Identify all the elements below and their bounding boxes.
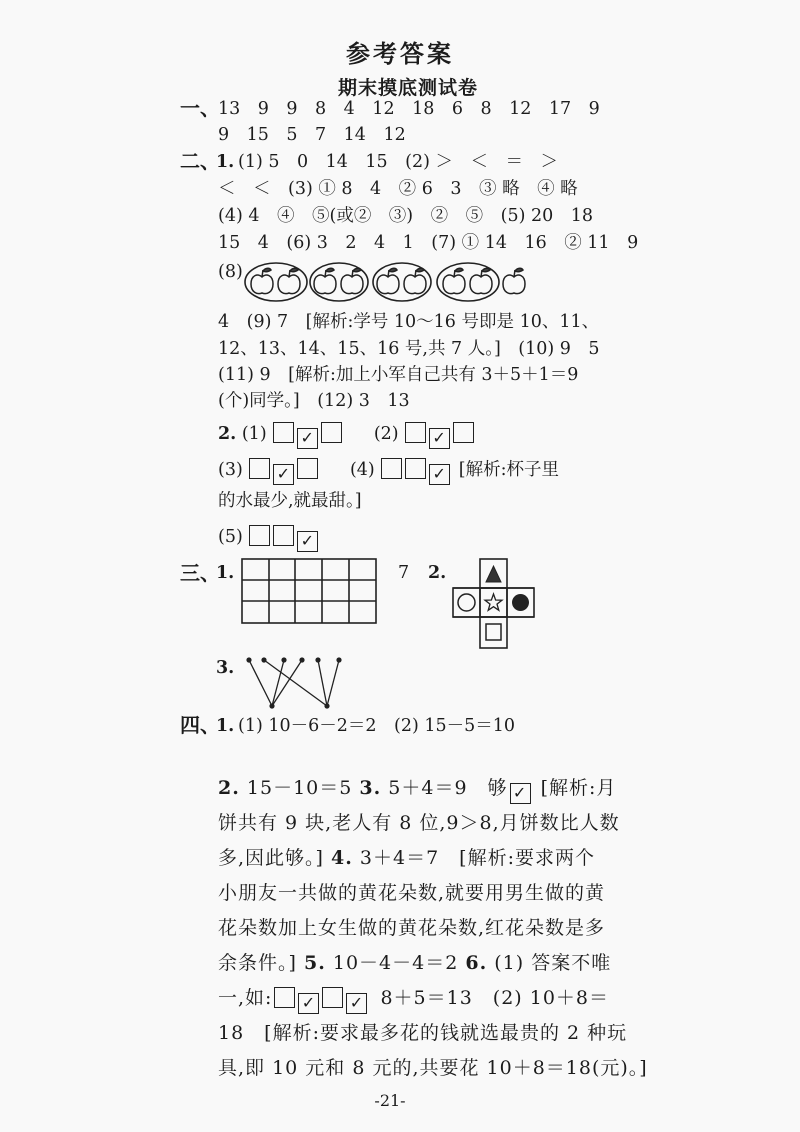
section-1-line-2: 9 15 5 7 14 12 [218,125,406,145]
s2-q2-part-4-label: (4) [349,460,375,480]
s2-q2-part-1-boxes [273,421,345,449]
apple-grouping-figure [244,258,534,304]
checked-box: ✓ [429,464,450,485]
s2-q1-line-9: (个)同学。] (12) 3 13 [218,391,410,411]
apple-icon [341,268,363,293]
s2-q2-part-4-note-2: 的水最少,就最甜。] [218,491,362,511]
page-number: -21- [374,1091,406,1110]
apple-icon [404,268,426,293]
circle-shape [458,594,475,611]
s2-q1-line-6: 4 (9) 7 [解析:学号 10～16 号即是 10、11、 [218,312,600,332]
s4-line-3: 饼共有 9 块,老人有 8 位,9＞8,月饼数比人数 [218,812,620,834]
s2-q2-part-3-label: (3) [218,460,243,480]
empty-box [453,422,474,443]
s2-q2-part-5-label: (5) [218,527,243,547]
apple-icon [278,268,300,293]
empty-box [249,458,270,479]
s4-line-7 [218,950,611,976]
s4-q3-note-end: 多,因此够。] [218,847,324,869]
checked-box: ✓ [298,993,319,1014]
s4-q1-text: (1) 10－6－2＝2 (2) 15－5＝10 [238,716,516,736]
s2-q2-part-2-label: (2) [373,424,399,444]
empty-box [273,525,294,546]
checked-box: ✓ [297,531,318,552]
s4-line-2 [218,775,616,804]
s4-q2-number: 2. [218,777,240,799]
s2-q1-line-1: (1) 5 0 14 15 (2) ＞ ＜ ＝ ＞ [238,152,559,172]
section-1-label: 一、 [180,96,220,120]
apple-icon [377,268,399,293]
empty-box [381,458,402,479]
s2-q1-number: 1. [216,152,235,172]
s3-q1-number: 1. [216,563,235,583]
apple-icon [314,268,336,293]
s4-q1-number: 1. [216,716,235,736]
s2-q1-line-3: (4) 4 ④ ⑤(或② ③) ② ⑤ (5) 20 18 [218,206,594,226]
s4-q6-equation: 8＋5＝13 (2) 10＋8＝ [380,987,610,1009]
s2-q1-line-8: (11) 9 [解析:加上小军自己共有 3＋5＋1＝9 [218,365,579,385]
s4-q3-note: [解析:月 [540,777,617,799]
star-shape [485,594,502,610]
apple-icon [503,268,525,293]
s4-q3-text: 5＋4＝9 够 [388,777,508,799]
s4-q4-note-end: 余条件。] [218,952,297,974]
s4-line-6: 花朵数加上女生做的黄花朵数,红花朵数是多 [218,917,606,939]
empty-box [321,422,342,443]
empty-box [274,987,295,1008]
s4-q5-text: 10－4－4＝2 [332,952,459,974]
s2-q2-part-1-label: (1) [241,424,267,444]
s4-q5-number: 5. [303,952,326,974]
s2-q2-row-1 [218,421,483,449]
square-shape [486,624,501,640]
s2-q2-part-5-boxes [249,524,321,552]
empty-box [405,458,426,479]
s2-q2-part-4-note: [解析:杯子里 [458,460,559,480]
s2-q1-line-2: ＜ ＜ (3) ① 8 4 ② 6 3 ③ 略 ④ 略 [218,179,578,199]
s4-line-9: 18 [解析:要求最多花的钱就选最贵的 2 种玩 [218,1022,628,1044]
s2-q2-number: 2. [218,424,237,444]
s2-q2-part-3-boxes [249,457,321,485]
s4-q6-number: 6. [465,952,488,974]
s4-line-10: 具,即 10 元和 8 元的,共要花 10＋8＝18(元)。] [218,1057,648,1079]
page-title: 参考答案 [346,39,454,68]
section-3-label: 三、 [180,561,220,585]
s2-q1-item-8-label: (8) [218,262,243,282]
s2-q1-line-4: 15 4 (6) 3 2 4 1 (7) ① 14 16 ② 11 9 [218,233,639,253]
s4-q6-prefix: 一,如: [218,987,273,1009]
triangle-shape [486,566,501,582]
s3-q2-cube-net [452,558,536,650]
s4-q3-check-box: ✓ [510,783,531,804]
s3-q2-number: 2. [428,563,447,583]
net-left-face [453,588,480,617]
section-4-label: 四、 [180,713,220,737]
s4-q3-number: 3. [359,777,382,799]
net-bottom-face [480,617,507,648]
empty-box [249,525,270,546]
checked-box: ✓ [346,993,367,1014]
s4-q4-number: 4. [331,847,353,869]
s3-q3-number: 3. [216,658,235,678]
s3-q1-answer: 7 [398,563,410,583]
s3-q1-grid [241,558,377,624]
s4-q2-text: 15－10＝5 [246,777,353,799]
s2-q2-row-3 [218,524,327,552]
apple-icon [443,268,465,293]
apple-icon [251,268,273,293]
empty-box [273,422,294,443]
s2-q2-row-2 [218,457,559,485]
page-subtitle: 期末摸底测试卷 [337,77,478,99]
s4-q6-boxes [274,985,370,1014]
apple-icon [470,268,492,293]
s4-q4-text: 3＋4＝7 [解析:要求两个 [359,847,595,869]
checked-box: ✓ [273,464,294,485]
s2-q2-part-2-boxes [405,421,477,449]
section-2-label: 二、 [180,149,220,173]
s4-line-8 [218,985,609,1014]
s2-q1-line-7: 12、13、14、15、16 号,共 7 人。] (10) 9 5 [218,339,600,359]
empty-box [297,458,318,479]
s4-line-4 [218,845,595,871]
s4-q6-text: (1) 答案不唯 [494,952,612,974]
s2-q2-part-4-boxes [381,457,453,485]
section-1-line-1: 13 9 9 8 4 12 18 6 8 12 17 9 [218,99,600,119]
filled-circle-shape [512,594,529,611]
empty-box [322,987,343,1008]
checked-box: ✓ [297,428,318,449]
s4-line-5: 小朋友一共做的黄花朵数,就要用男生做的黄 [218,882,606,904]
empty-box [405,422,426,443]
s3-q3-matching-lines [240,654,350,712]
checked-box: ✓ [429,428,450,449]
